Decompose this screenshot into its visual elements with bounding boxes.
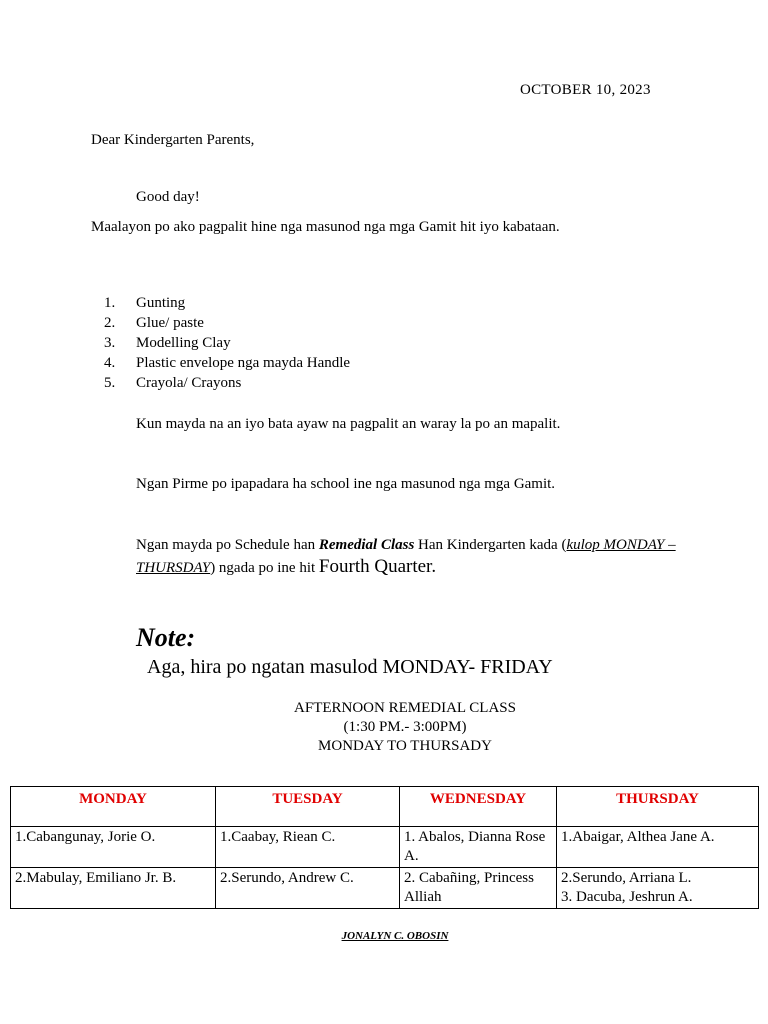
remedial-title: AFTERNOON REMEDIAL CLASS bbox=[294, 700, 516, 716]
text-fragment: Han Kindergarten kada ( bbox=[414, 537, 567, 553]
list-text: Modelling Clay bbox=[136, 335, 231, 351]
table-cell: 1.Abaigar, Althea Jane A. bbox=[557, 827, 759, 868]
table-cell: 2.Mabulay, Emiliano Jr. B. bbox=[11, 868, 216, 909]
text-fragment: Ngan mayda po Schedule han bbox=[136, 537, 319, 553]
greeting: Good day! bbox=[136, 189, 200, 205]
list-number: 3. bbox=[104, 335, 116, 351]
list-item bbox=[104, 293, 350, 313]
paragraph-remedial-schedule bbox=[136, 534, 681, 579]
remedial-days: MONDAY TO THURSADY bbox=[318, 738, 492, 754]
list-number: 5. bbox=[104, 375, 116, 391]
teacher-signature-name: JONALYN C. OBOSIN bbox=[341, 930, 449, 942]
header-thursday: THURSDAY bbox=[557, 787, 759, 827]
list-item bbox=[104, 333, 350, 353]
letter-date: OCTOBER 10, 2023 bbox=[520, 82, 651, 98]
remedial-class-heading bbox=[0, 699, 768, 756]
list-text: Glue/ paste bbox=[136, 315, 204, 331]
table-cell: 2. Cabañing, Princess Alliah bbox=[400, 868, 557, 909]
table-cell: 1. Abalos, Dianna Rose A. bbox=[400, 827, 557, 868]
salutation: Dear Kindergarten Parents, bbox=[91, 132, 255, 148]
header-tuesday: TUESDAY bbox=[216, 787, 400, 827]
supplies-list bbox=[104, 293, 350, 393]
list-item bbox=[104, 313, 350, 333]
list-number: 2. bbox=[104, 315, 116, 331]
header-wednesday: WEDNESDAY bbox=[400, 787, 557, 827]
table-cell: 1.Caabay, Riean C. bbox=[216, 827, 400, 868]
table-cell: 2.Serundo, Andrew C. bbox=[216, 868, 400, 909]
note-heading: Note: bbox=[136, 623, 196, 652]
remedial-schedule-table bbox=[10, 786, 759, 909]
emphasis-days: kulop MONDAY – THURSDAY bbox=[136, 537, 676, 576]
list-number: 1. bbox=[104, 295, 116, 311]
header-monday: MONDAY bbox=[11, 787, 216, 827]
note-text: Aga, hira po ngatan masulod MONDAY- FRIDAY bbox=[147, 656, 553, 678]
list-text: Crayola/ Crayons bbox=[136, 375, 242, 391]
emphasis-remedial-class: Remedial Class bbox=[318, 537, 415, 553]
intro-paragraph: Maalayon po ako pagpalit hine nga masunod nga mga Gamit hit iyo kabataan. bbox=[91, 219, 560, 235]
list-text: Gunting bbox=[136, 295, 186, 311]
paragraph-already-have: Kun mayda na an iyo bata ayaw na pagpalit an waray la po an mapalit. bbox=[136, 416, 561, 432]
remedial-time: (1:30 PM.- 3:00PM) bbox=[343, 719, 467, 735]
list-text: Plastic envelope nga mayda Handle bbox=[136, 355, 351, 371]
table-cell: 1.Cabangunay, Jorie O. bbox=[11, 827, 216, 868]
paragraph-bring-items: Ngan Pirme po ipapadara ha school ine nga masunod nga mga Gamit. bbox=[136, 476, 556, 492]
table-row bbox=[11, 827, 759, 868]
table-row bbox=[11, 868, 759, 909]
list-item bbox=[104, 353, 350, 373]
list-item bbox=[104, 373, 350, 393]
table-cell: 2.Serundo, Arriana L. 3. Dacuba, Jeshrun A. bbox=[557, 868, 759, 909]
text-fragment: ) ngada po ine hit bbox=[210, 560, 319, 576]
list-number: 4. bbox=[104, 355, 116, 371]
table-header-row bbox=[11, 787, 759, 827]
emphasis-quarter: Fourth Quarter. bbox=[318, 556, 437, 577]
